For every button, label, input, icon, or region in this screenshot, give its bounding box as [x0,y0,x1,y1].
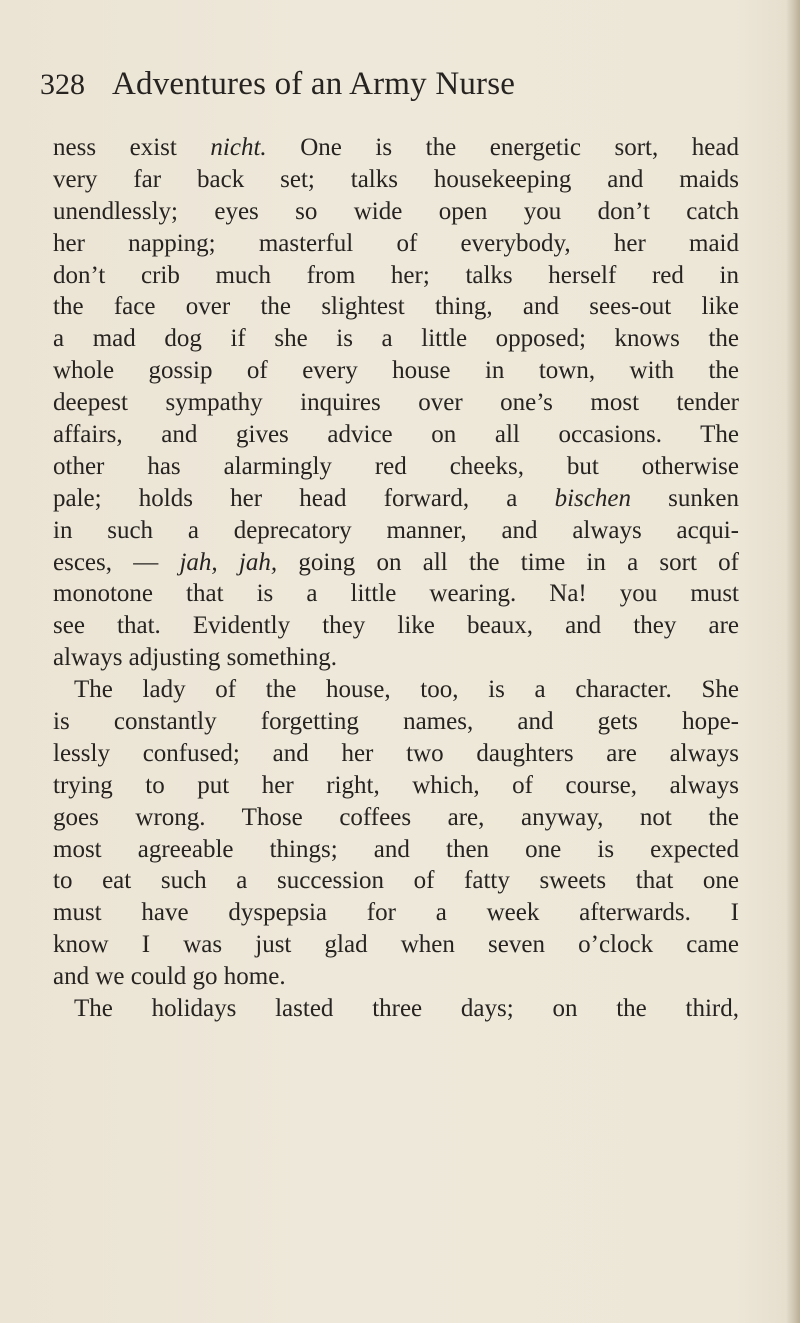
text-segment: must have dyspepsia for a week afterwards. I [53,899,739,927]
text-segment: very far back set; talks housekeeping and maids [53,165,739,193]
text-line [53,132,739,164]
text-line [53,451,739,483]
text-segment: and we could go home. [53,963,286,991]
text-segment: in such a deprecatory manner, and always acqui- [53,516,739,544]
text-line [53,897,739,929]
text-segment: most agreeable things; and then one is expected [53,835,739,863]
text-line [53,578,739,610]
text-segment: pale; holds her head forward, a [53,484,555,512]
text-segment: see that. Evidently they like beaux, and they are [53,612,739,640]
text-segment: to eat such a succession of fatty sweets that one [53,867,739,895]
text-segment: The holidays lasted three days; on the third, [74,995,739,1023]
page-edge-shadow [786,0,800,1323]
text-line [53,834,739,866]
italic-word: nicht. [210,134,267,161]
text-segment: whole gossip of every house in town, with the [53,357,739,385]
text-line [53,770,739,802]
text-line [53,610,739,642]
text-segment: goes wrong. Those coffees are, anyway, not the [53,803,739,831]
text-segment: always adjusting something. [53,644,337,672]
book-title: Adventures of an Army Nurse [112,66,516,102]
text-line [53,865,739,897]
italic-word: bischen [554,484,631,512]
italic-word: jah, jah, [179,548,278,576]
text-line [53,738,739,770]
text-segment: is constantly forgetting names, and gets hope- [53,708,739,736]
text-line [53,929,739,961]
text-segment: ness exist [53,134,211,161]
running-head [40,62,720,106]
text-line [53,228,739,260]
text-line [53,515,739,547]
text-segment: sunken [630,484,739,512]
text-line [53,993,739,1025]
text-segment: esces, — [53,548,180,576]
text-segment: a mad dog if she is a little opposed; knows the [53,325,739,353]
text-line [53,642,739,674]
text-line [53,164,739,196]
text-segment: lessly confused; and her two daughters are always [53,739,739,767]
text-line [53,355,739,387]
page-number: 328 [40,68,85,101]
text-segment: don’t crib much from her; talks herself red in [53,261,739,289]
text-line [53,260,739,292]
text-segment: know I was just glad when seven o’clock came [53,931,739,959]
text-line [53,674,739,706]
text-line [53,387,739,419]
text-segment: going on all the time in a sort of [277,548,739,576]
text-line [53,547,739,579]
text-segment: other has alarmingly red cheeks, but otherwise [53,452,739,480]
text-segment: her napping; masterful of everybody, her maid [53,229,739,257]
text-segment: unendlessly; eyes so wide open you don’t catch [53,197,739,225]
text-segment: monotone that is a little wearing. Na! you must [53,580,739,608]
text-line [53,961,739,993]
text-line [53,419,739,451]
text-line [53,483,739,515]
text-segment: deepest sympathy inquires over one’s most tender [53,389,739,417]
text-segment: One is the energetic sort, head [266,134,739,161]
text-segment: affairs, and gives advice on all occasions. The [53,421,739,449]
text-line [53,291,739,323]
text-segment: the face over the slightest thing, and sees-out like [53,293,739,321]
text-segment: The lady of the house, too, is a character. She [74,676,739,704]
body-text [53,132,739,1025]
text-line [53,323,739,355]
text-line [53,802,739,834]
text-line [53,706,739,738]
text-line [53,196,739,228]
text-segment: trying to put her right, which, of course, always [53,771,739,799]
